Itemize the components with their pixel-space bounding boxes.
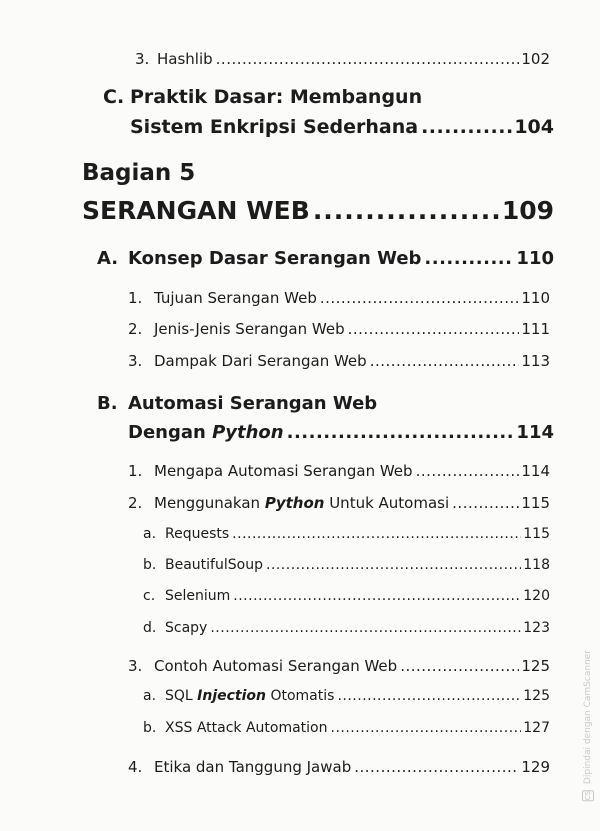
entry-title: Hashlib xyxy=(157,50,213,68)
entry-number: 4. xyxy=(128,758,143,776)
part-title: Bagian 5 xyxy=(82,160,196,186)
dot-leader xyxy=(210,620,521,636)
page-number: 114 xyxy=(521,462,550,480)
dot-leader xyxy=(337,688,521,704)
page-number: 111 xyxy=(521,320,550,338)
entry-title: Jenis-Jenis Serangan Web xyxy=(154,320,345,338)
title-emphasis: Injection xyxy=(197,688,267,704)
toc-entry-praktik[interactable] xyxy=(130,116,554,138)
page-number: 125 xyxy=(521,657,550,675)
toc-entry-b1[interactable] xyxy=(128,462,550,480)
section-number: A. xyxy=(97,248,119,269)
entry-number: 1. xyxy=(128,462,143,480)
dot-leader xyxy=(233,588,521,604)
dot-leader xyxy=(452,494,519,512)
dot-leader xyxy=(354,758,519,776)
section-number: B. xyxy=(97,393,118,414)
part-heading-entry[interactable] xyxy=(82,196,554,225)
toc-entry-b3a[interactable] xyxy=(143,688,550,704)
title-text: Menggunakan xyxy=(154,494,265,512)
entry-title-line2: Sistem Enkripsi Sederhana xyxy=(130,116,419,138)
dot-leader xyxy=(348,320,520,338)
toc-entry-a2[interactable] xyxy=(128,320,550,338)
page-number: 114 xyxy=(516,422,554,443)
dot-leader xyxy=(313,196,500,225)
entry-title: Konsep Dasar Serangan Web xyxy=(128,248,422,269)
toc-entry-a1[interactable] xyxy=(128,289,550,307)
title-text: Untuk Automasi xyxy=(324,494,450,512)
entry-title: Requests xyxy=(165,526,230,542)
entry-number: c. xyxy=(143,588,156,604)
dot-leader xyxy=(216,50,520,68)
scanner-watermark xyxy=(582,650,594,801)
dot-leader xyxy=(370,352,520,370)
toc-entry-section-b[interactable] xyxy=(128,422,554,443)
entry-title-line1: Automasi Serangan Web xyxy=(128,393,378,414)
entry-title xyxy=(165,688,334,704)
page-number: 110 xyxy=(516,248,554,269)
entry-title-line2 xyxy=(128,422,284,443)
toc-entry-b2b[interactable] xyxy=(143,557,550,573)
dot-leader xyxy=(287,422,515,443)
dot-leader xyxy=(421,116,512,138)
entry-number: 3. xyxy=(135,50,150,68)
page-number: 115 xyxy=(521,494,550,512)
title-emphasis: Python xyxy=(264,494,325,512)
entry-number: a. xyxy=(143,526,157,542)
entry-title: Etika dan Tanggung Jawab xyxy=(154,758,352,776)
toc-entry-b3[interactable] xyxy=(128,657,550,675)
toc-entry-b2[interactable] xyxy=(128,494,550,512)
page-number: 120 xyxy=(523,588,550,604)
entry-number: 2. xyxy=(128,320,143,338)
dot-leader xyxy=(400,657,519,675)
toc-entry-b3b[interactable] xyxy=(143,720,550,736)
entry-title: XSS Attack Automation xyxy=(165,720,328,736)
dot-leader xyxy=(320,289,520,307)
page-number: 104 xyxy=(514,116,554,138)
dot-leader xyxy=(266,557,521,573)
toc-entry-a3[interactable] xyxy=(128,352,550,370)
part-heading: SERANGAN WEB xyxy=(82,196,310,225)
entry-number: 2. xyxy=(128,494,143,512)
page-number: 115 xyxy=(523,526,550,542)
toc-entry-b4[interactable] xyxy=(128,758,550,776)
entry-number: b. xyxy=(143,720,157,736)
entry-title: Dampak Dari Serangan Web xyxy=(154,352,367,370)
entry-number: b. xyxy=(143,557,157,573)
entry-title xyxy=(154,494,449,512)
entry-title: Scapy xyxy=(165,620,208,636)
page-number: 123 xyxy=(523,620,550,636)
section-number: C. xyxy=(103,86,125,108)
entry-title: Selenium xyxy=(165,588,231,604)
toc-entry-b2c[interactable] xyxy=(143,588,550,604)
page-number: 125 xyxy=(523,688,550,704)
page-number: 102 xyxy=(521,50,550,68)
entry-title: BeautifulSoup xyxy=(165,557,263,573)
title-text: Otomatis xyxy=(266,688,335,704)
entry-number: 3. xyxy=(128,657,143,675)
title-text: SQL xyxy=(165,688,198,704)
toc-entry-b2a[interactable] xyxy=(143,526,550,542)
entry-title: Tujuan Serangan Web xyxy=(154,289,317,307)
watermark-text: Dipindai dengan CamScanner xyxy=(583,649,593,784)
page-number: 127 xyxy=(523,720,550,736)
entry-title-line1: Praktik Dasar: Membangun xyxy=(130,86,423,108)
dot-leader xyxy=(331,720,522,736)
dot-leader xyxy=(232,526,521,542)
toc-entry-hashlib[interactable] xyxy=(135,50,550,68)
title-text: Dengan xyxy=(128,422,213,443)
page-number: 118 xyxy=(523,557,550,573)
page-number: 109 xyxy=(501,196,554,225)
title-emphasis: Python xyxy=(212,422,284,443)
page-number: 110 xyxy=(521,289,550,307)
entry-number: 1. xyxy=(128,289,143,307)
entry-title: Contoh Automasi Serangan Web xyxy=(154,657,398,675)
dot-leader xyxy=(424,248,514,269)
entry-number: a. xyxy=(143,688,157,704)
toc-entry-b2d[interactable] xyxy=(143,620,550,636)
page-number: 129 xyxy=(521,758,550,776)
dot-leader xyxy=(416,462,520,480)
entry-title: Mengapa Automasi Serangan Web xyxy=(154,462,413,480)
toc-entry-section-a[interactable] xyxy=(97,248,554,269)
camscanner-logo-icon: CS xyxy=(584,790,592,800)
entry-number: 3. xyxy=(128,352,143,370)
page-number: 113 xyxy=(521,352,550,370)
entry-number: d. xyxy=(143,620,157,636)
